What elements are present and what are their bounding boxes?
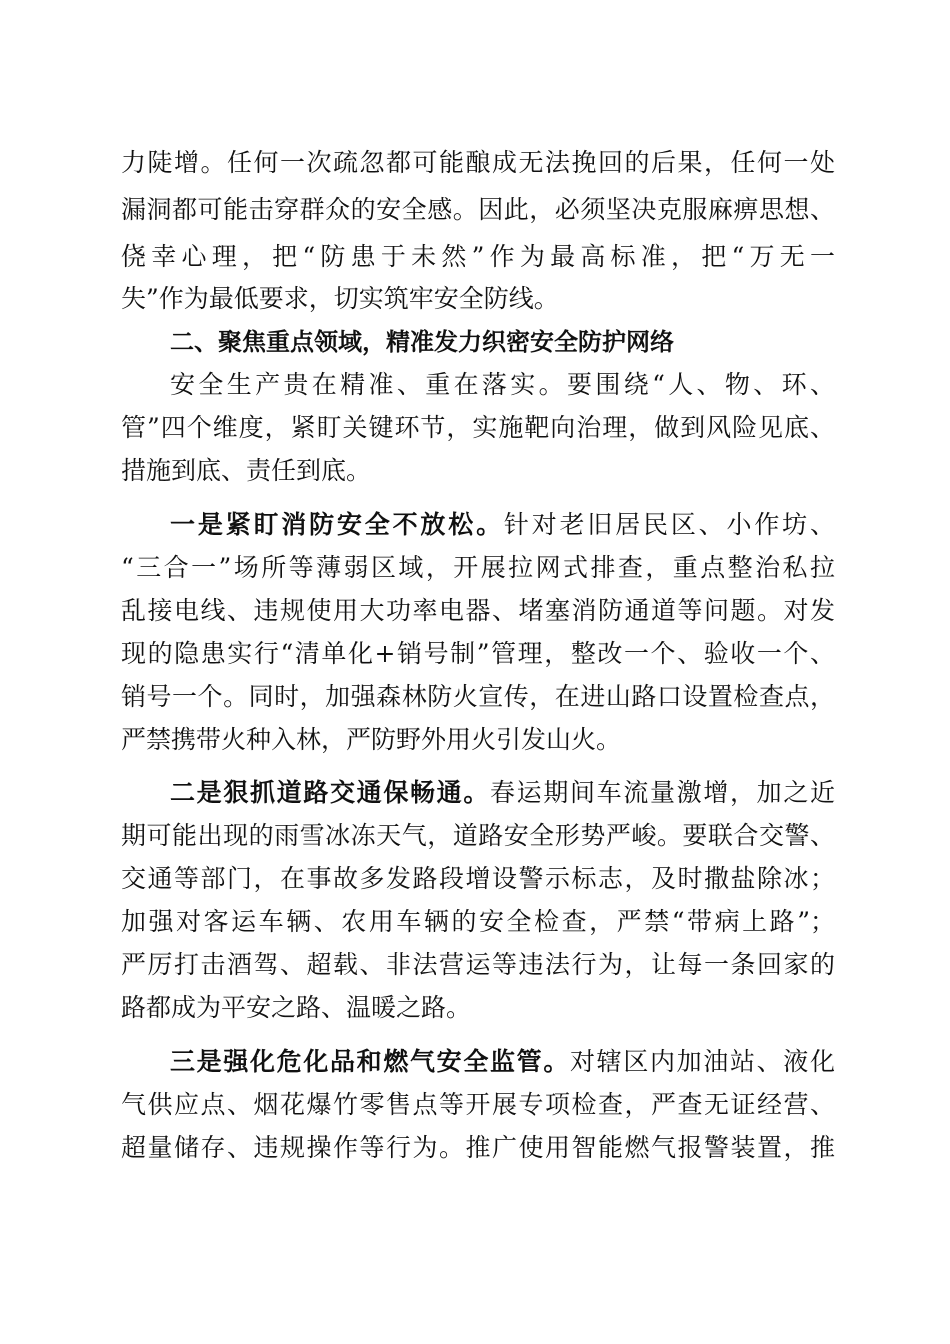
section-heading: 二、聚焦重点领域，精准发力织密安全防护网络 <box>170 328 674 356</box>
item-lead-road-traffic: 二是狠抓道路交通保畅通。 <box>170 778 490 807</box>
paragraph-line: 路都成为平安之路、温暖之路。 <box>121 993 472 1022</box>
paragraph-line: 交通等部门，在事故多发路段增设警示标志，及时撒盐除冰； <box>121 864 835 893</box>
item-lead-fire-safety: 一是紧盯消防安全不放松。 <box>170 510 504 539</box>
paragraph-line <box>170 1042 835 1082</box>
paragraph-line: 现的隐患实行“清单化+销号制”管理，整改一个、验收一个、 <box>121 639 835 668</box>
paragraph-line: 期可能出现的雨雪冰冻天气，道路安全形势严峻。要联合交警、 <box>121 821 835 850</box>
paragraph-line <box>170 505 835 545</box>
paragraph-line: 严禁携带火种入林，严防野外用火引发山火。 <box>121 725 622 754</box>
paragraph-line: 销号一个。同时，加强森林防火宣传，在进山路口设置检查点， <box>121 682 835 711</box>
paragraph-line: 漏洞都可能击穿群众的安全感。因此，必须坚决克服麻痹思想、 <box>121 195 835 224</box>
paragraph-line: 侥幸心理，把“防患于未然”作为最高标准，把“万无一 <box>121 242 835 271</box>
paragraph-line: 加强对客运车辆、农用车辆的安全检查，严禁“带病上路”； <box>121 907 835 936</box>
paragraph-line: 失”作为最低要求，切实筑牢安全防线。 <box>121 284 559 313</box>
paragraph-line: 严厉打击酒驾、超载、非法营运等违法行为，让每一条回家的 <box>121 950 835 979</box>
paragraph-line: 措施到底、责任到底。 <box>121 456 372 485</box>
item-text: 对辖区内加油站、液化 <box>569 1047 835 1076</box>
paragraph-line: 乱接电线、违规使用大功率电器、堵塞消防通道等问题。对发 <box>121 596 835 625</box>
paragraph-line: 管”四个维度，紧盯关键环节，实施靶向治理，做到风险见底、 <box>121 413 835 442</box>
paragraph-line: 气供应点、烟花爆竹零售点等开展专项检查，严查无证经营、 <box>121 1090 835 1119</box>
item-text: 春运期间车流量激增，加之近 <box>490 778 835 807</box>
paragraph-line <box>170 773 835 813</box>
item-lead-hazardous-materials: 三是强化危化品和燃气安全监管。 <box>170 1047 570 1076</box>
paragraph-line: 安全生产贵在精准、重在落实。要围绕“人、物、环、 <box>170 370 835 399</box>
paragraph-line: 超量储存、违规操作等行为。推广使用智能燃气报警装置，推 <box>121 1133 835 1162</box>
paragraph-line: “三合一”场所等薄弱区域，开展拉网式排查，重点整治私拉 <box>121 553 835 582</box>
paragraph-line: 力陡增。任何一次疏忽都可能酿成无法挽回的后果，任何一处 <box>121 148 835 177</box>
item-text: 针对老旧居民区、小作坊、 <box>503 510 835 539</box>
